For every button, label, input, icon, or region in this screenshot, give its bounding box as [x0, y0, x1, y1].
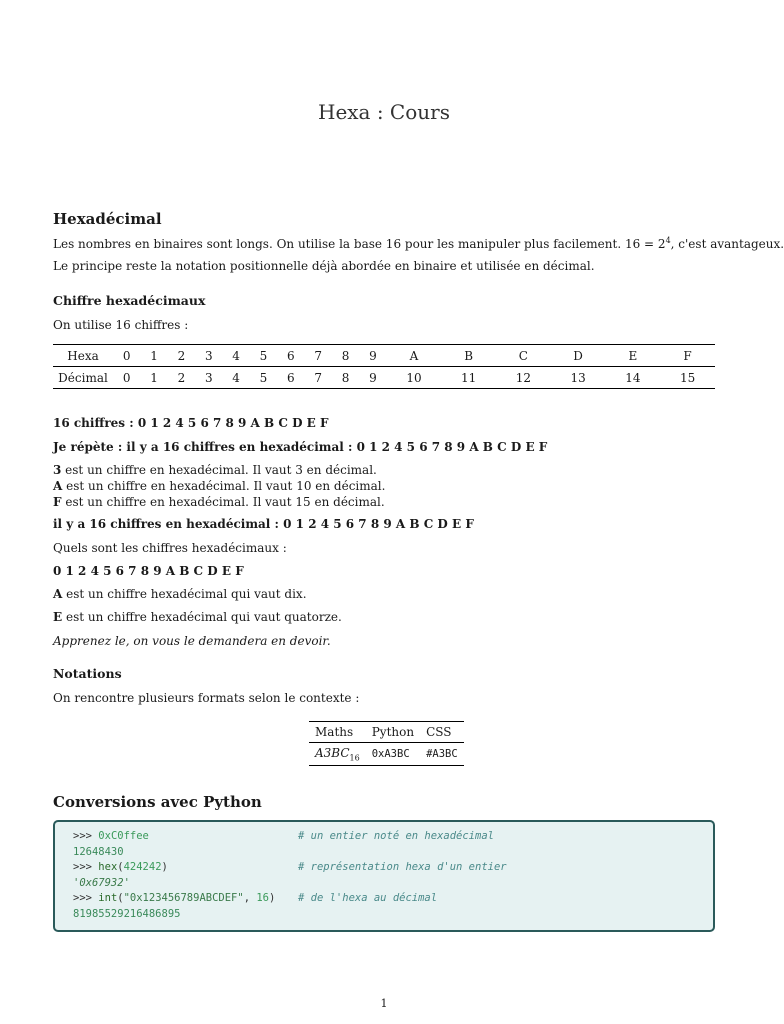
example-key: 3 — [53, 463, 62, 477]
prompt: >>> — [73, 861, 99, 873]
section-heading-chiffres: Chiffre hexadécimaux — [53, 293, 206, 308]
cell-python: 0xA3BC — [366, 743, 420, 766]
example-a-dix — [53, 587, 307, 601]
table-row-hexa — [53, 345, 715, 367]
repeat-line: Je répète : il y a 16 chiffres en hexadécimal : 0 1 2 4 5 6 7 8 9 A B C D E F — [53, 440, 548, 454]
code-comment: # de l'hexa au décimal — [298, 892, 438, 904]
example-text: est un chiffre hexadécimal qui vaut dix. — [62, 587, 307, 601]
table-cell: 15 — [660, 367, 715, 389]
code-comment: # représentation hexa d'un entier — [298, 861, 507, 873]
code-function: hex — [98, 861, 118, 873]
example-key: E — [53, 610, 63, 624]
page-number: 1 — [380, 997, 388, 1010]
code-block — [53, 820, 715, 932]
code-literal: 0xC0ffee — [98, 830, 149, 842]
table-cell: 11 — [441, 367, 496, 389]
header-maths: Maths — [309, 722, 366, 743]
note-italic: Apprenez le, on vous le demandera en devoir. — [53, 634, 331, 648]
code-string: "0x123456789ABCDEF" — [123, 892, 244, 904]
question: Quels sont les chiffres hexadécimaux : — [53, 541, 287, 555]
table-cell: 12 — [496, 367, 551, 389]
example-text: est un chiffre en hexadécimal. Il vaut 10 en décimal. — [62, 479, 386, 493]
table-cell: C — [496, 345, 551, 367]
table-cell: 0 — [113, 367, 140, 389]
code-paren: ) — [161, 861, 168, 873]
table-cell: 9 — [359, 345, 386, 367]
table-cell: 5 — [250, 345, 277, 367]
table-cell: 8 — [332, 367, 359, 389]
table-cell: A — [387, 345, 442, 367]
table-row-decimal — [53, 367, 715, 389]
code-output-3: 81985529216486895 — [73, 908, 181, 920]
prompt: >>> — [73, 830, 99, 842]
paragraph-intro-text: Les nombres en binaires sont longs. On utilise la base 16 pour les manipuler plus facilement. 16 = 2 — [53, 237, 666, 251]
paragraph-principle: Le principe reste la notation positionnelle déjà abordée en binaire et utilisée en décimal. — [53, 259, 595, 273]
table-cell: F — [660, 345, 715, 367]
table-cell: 4 — [222, 367, 249, 389]
code-paren: ( — [117, 892, 124, 904]
code-literal: 16 — [256, 892, 270, 904]
table-cell: 14 — [605, 367, 660, 389]
code-literal: 424242 — [123, 861, 162, 873]
code-line-1 — [73, 830, 149, 842]
prompt: >>> — [73, 892, 99, 904]
example-text: est un chiffre hexadécimal qui vaut quatorze. — [62, 610, 342, 624]
hex-decimal-table — [53, 344, 715, 389]
code-paren: ) — [269, 892, 276, 904]
row-label: Décimal — [53, 367, 113, 389]
table-cell: 9 — [359, 367, 386, 389]
code-line-3 — [73, 861, 168, 873]
paragraph-intro — [53, 236, 784, 251]
example-3 — [53, 463, 377, 477]
code-paren: ( — [117, 861, 124, 873]
table-cell: 2 — [168, 345, 195, 367]
example-text: est un chiffre en hexadécimal. Il vaut 15 en décimal. — [61, 495, 385, 509]
section-heading-hexadecimal: Hexadécimal — [53, 210, 162, 228]
table-row — [309, 743, 464, 766]
code-output-1: 12648430 — [73, 846, 124, 858]
row-label: Hexa — [53, 345, 113, 367]
paragraph-intro-end: , c'est avantageux. — [670, 237, 784, 251]
digits-line-2: il y a 16 chiffres en hexadécimal : 0 1 2 4 5 6 7 8 9 A B C D E F — [53, 517, 474, 531]
section-heading-conversions: Conversions avec Python — [53, 793, 262, 811]
table-cell: 4 — [222, 345, 249, 367]
notations-table — [309, 721, 464, 766]
table-cell: 5 — [250, 367, 277, 389]
table-cell: 13 — [551, 367, 606, 389]
table-cell: 6 — [277, 345, 304, 367]
table-cell: 0 — [113, 345, 140, 367]
example-key: A — [53, 479, 63, 493]
section-heading-notations: Notations — [53, 666, 122, 681]
table-cell: 2 — [168, 367, 195, 389]
chiffres-intro: On utilise 16 chiffres : — [53, 318, 189, 332]
example-text: est un chiffre en hexadécimal. Il vaut 3 en décimal. — [61, 463, 377, 477]
example-a — [53, 479, 385, 493]
example-f — [53, 495, 385, 509]
table-cell: 1 — [140, 367, 167, 389]
exponent: 4 — [665, 236, 671, 245]
maths-value: A3BC — [315, 746, 350, 760]
table-cell: B — [441, 345, 496, 367]
digits-line: 16 chiffres : 0 1 2 4 5 6 7 8 9 A B C D E F — [53, 416, 329, 430]
table-cell: D — [551, 345, 606, 367]
table-cell: 7 — [305, 367, 332, 389]
code-separator: , — [243, 892, 257, 904]
table-cell: 7 — [305, 345, 332, 367]
cell-maths — [309, 743, 366, 766]
table-cell: 8 — [332, 345, 359, 367]
table-cell: 6 — [277, 367, 304, 389]
table-cell: E — [605, 345, 660, 367]
table-cell: 3 — [195, 345, 222, 367]
example-key: A — [53, 587, 63, 601]
example-e-quatorze — [53, 610, 342, 624]
table-header-row — [309, 722, 464, 743]
code-comment: # un entier noté en hexadécimal — [298, 830, 494, 842]
cell-css: #A3BC — [420, 743, 464, 766]
notations-intro: On rencontre plusieurs formats selon le contexte : — [53, 691, 360, 705]
maths-subscript: 16 — [349, 753, 360, 763]
page-title: Hexa : Cours — [318, 100, 450, 124]
table-cell: 10 — [387, 367, 442, 389]
code-function: int — [98, 892, 118, 904]
code-output-2: '0x67932' — [73, 877, 130, 889]
code-line-5 — [73, 892, 275, 904]
header-python: Python — [366, 722, 420, 743]
digits-answer: 0 1 2 4 5 6 7 8 9 A B C D E F — [53, 564, 244, 578]
header-css: CSS — [420, 722, 464, 743]
table-cell: 1 — [140, 345, 167, 367]
example-key: F — [53, 495, 62, 509]
table-cell: 3 — [195, 367, 222, 389]
